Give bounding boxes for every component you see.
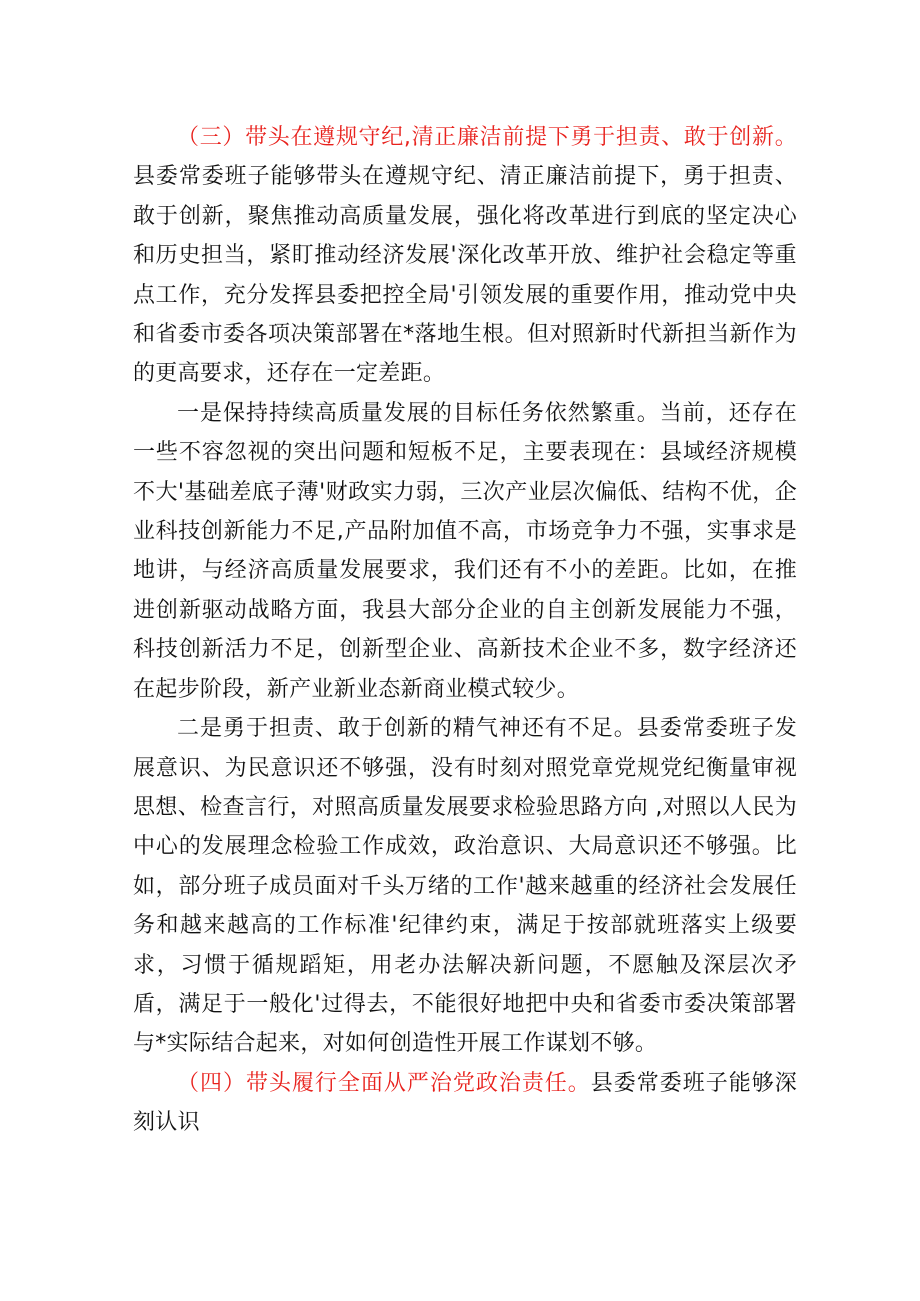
section-3-heading: （三）带头在遵规守纪,清正廉洁前提下勇于担责、敢于创新。 bbox=[177, 125, 797, 150]
section-4-heading: （四）带头履行全面从严治党政治责任。 bbox=[177, 1070, 591, 1096]
section-4-paragraph bbox=[133, 1064, 797, 1143]
point-2-paragraph: 二是勇于担责、敢于创新的精气神还有不足。县委常委班子发展意识、为民意识还不够强，没有时刻对照党章党规党纪衡量审视思想、检查言行，对照高质量发展要求检验思路方向 ,对照以人民为中心的发展理念检验工作成效，政治意识、大局意识还不够强。比如，部分班子成员面对千头万绪的工作'越来越重的经济社会发展任务和越来越高的工作标准'纪律约束，满足于按部就班落实上级要求，习惯于循规蹈矩，用老办法解决新问题，不愿触及深层次矛盾，满足于一般化'过得去，不能很好地把中央和省委市委决策部署与*实际结合起来，对如何创造性开展工作谋划不够。 bbox=[133, 716, 797, 1057]
section-3-body: 县委常委班子能够带头在遵规守纪、清正廉洁前提下，勇于担责、敢于创新，聚焦推动高质量发展，强化将改革进行到底的坚定决心和历史担当，紧盯推动经济发展'深化改革开放、维护社会稳定等重点工作，充分发挥县委把控全局'引领发展的重要作用，推动党中央和省委市委各项决策部署在*落地生根。但对照新时代新担当新作为的更高要求，还存在一定差距。 bbox=[133, 164, 797, 387]
section-3-paragraph bbox=[133, 118, 797, 394]
point-1-paragraph: 一是保持持续高质量发展的目标任务依然繁重。当前，还存在一些不容忽视的突出问题和短板不足，主要表现在：县域经济规模不大'基础差底子薄'财政实力弱，三次产业层次偏低、结构不优，企业科技创新能力不足,产品附加值不高，市场竞争力不强，实事求是地讲，与经济高质量发展要求，我们还有不小的差距。比如，在推进创新驱动战略方面，我县大部分企业的自主创新发展能力不强，科技创新活力不足，创新型企业、高新技术企业不多，数字经济还在起步阶段，新产业新业态新商业模式较少。 bbox=[133, 400, 797, 702]
document-page bbox=[133, 118, 797, 1143]
section-4-body: 县委常委班子能够深刻认识 bbox=[133, 1070, 798, 1136]
